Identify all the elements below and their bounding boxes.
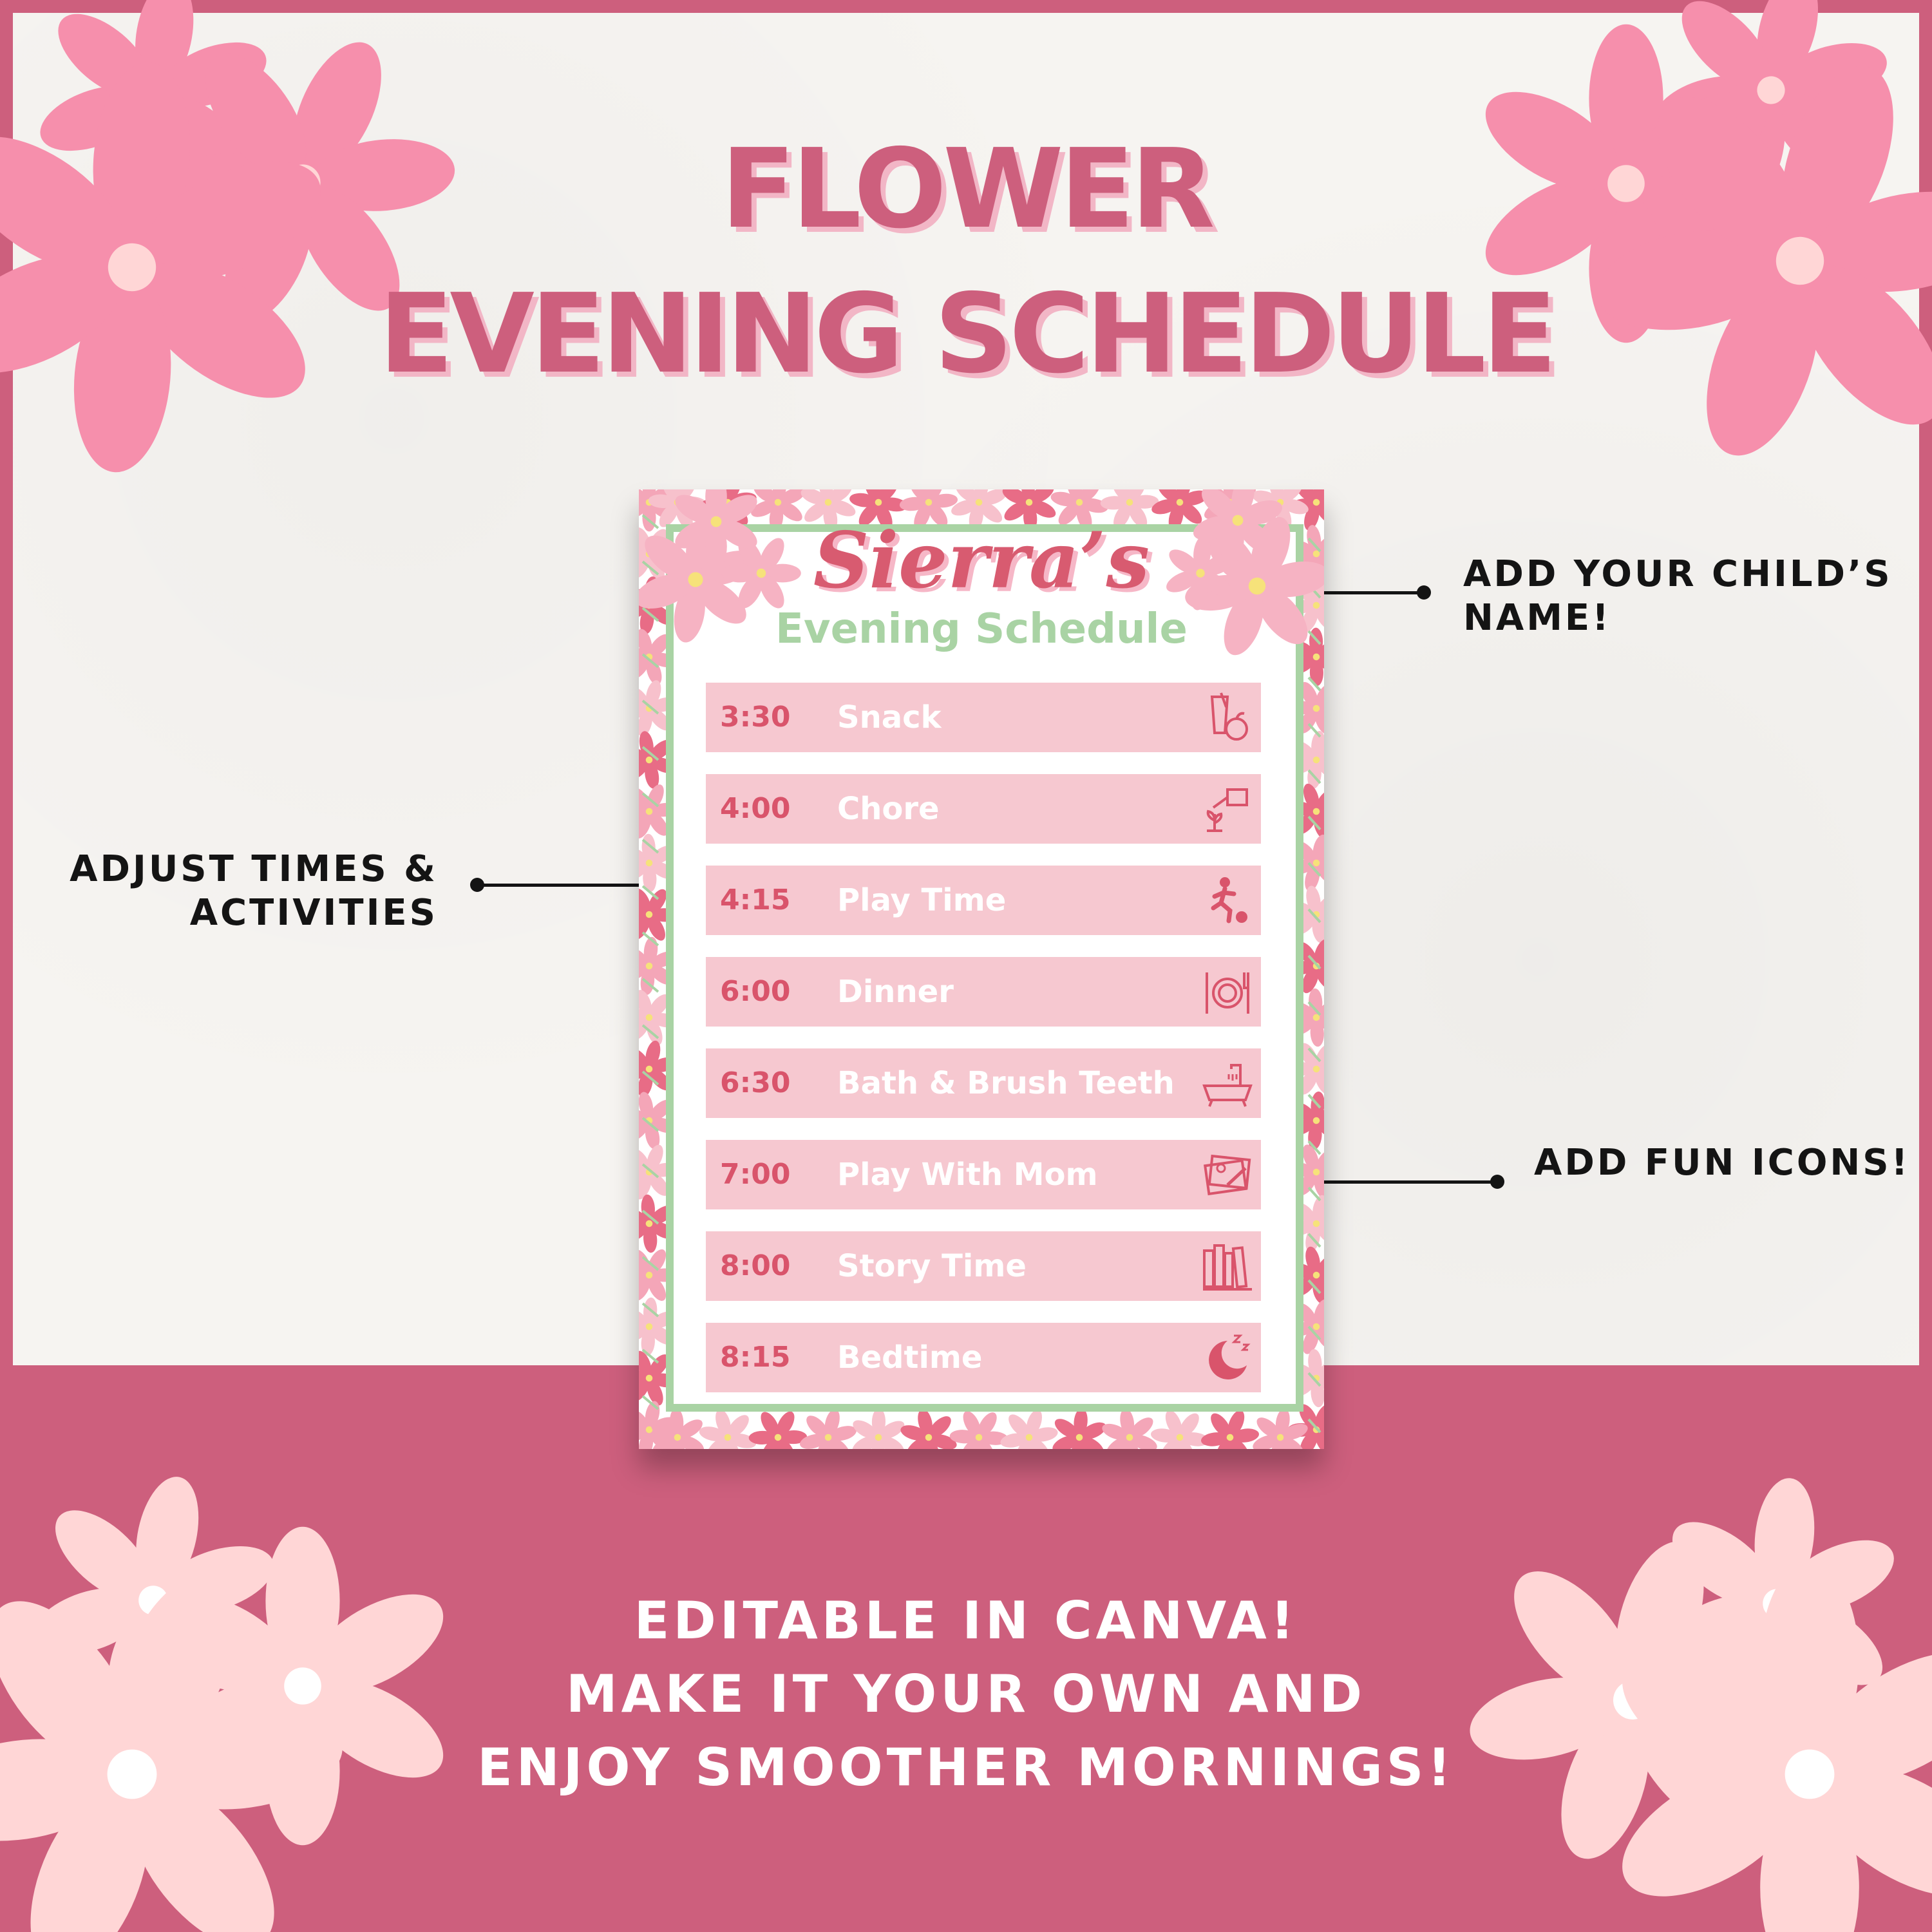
snack-icon — [1202, 692, 1253, 743]
callout-icons-dot-end — [1490, 1175, 1504, 1189]
child-name[interactable]: Sierra’s — [813, 515, 1150, 606]
plate-icon — [1202, 966, 1253, 1018]
row-activity: Story Time — [837, 1248, 1027, 1284]
soccer-icon — [1202, 875, 1253, 926]
footer-text: EDITABLE IN CANVA! MAKE IT YOUR OWN AND ENJOY SMOOTHER MORNINGS! — [477, 1591, 1455, 1797]
headline-line-2: EVENING SCHEDULE — [379, 270, 1553, 398]
row-activity: Play With Mom — [837, 1157, 1098, 1193]
callout-name-dot-end — [1417, 585, 1431, 600]
border-flower-icon — [1048, 1406, 1111, 1449]
schedule-row[interactable] — [706, 866, 1261, 935]
schedule-card — [639, 489, 1324, 1449]
row-time: 7:00 — [720, 1158, 791, 1191]
row-activity: Dinner — [837, 974, 954, 1010]
callout-adjust-times: ADJUST TIMES & ACTIVITIES — [70, 848, 438, 934]
row-activity: Bath & Brush Teeth — [837, 1065, 1175, 1101]
headline-line-1: FLOWER — [721, 126, 1211, 253]
row-time: 4:00 — [720, 792, 791, 825]
row-time: 8:00 — [720, 1249, 791, 1282]
schedule-row[interactable] — [706, 683, 1261, 752]
callout-fun-icons: ADD FUN ICONS! — [1534, 1142, 1911, 1184]
border-flower-icon — [849, 1408, 908, 1449]
row-activity: Bedtime — [837, 1340, 983, 1376]
schedule-row[interactable] — [706, 1323, 1261, 1392]
row-activity: Play Time — [837, 882, 1007, 918]
drawing-icon — [1202, 1149, 1253, 1200]
callout-times-dot-start — [470, 878, 484, 892]
schedule-row[interactable] — [706, 1231, 1261, 1301]
row-time: 6:00 — [720, 975, 791, 1008]
row-activity: Snack — [837, 699, 942, 735]
row-time: 8:15 — [720, 1341, 791, 1374]
row-time: 3:30 — [720, 701, 791, 734]
row-activity: Chore — [837, 791, 940, 827]
schedule-row[interactable] — [706, 957, 1261, 1027]
callout-child-name: ADD YOUR CHILD’S NAME! — [1463, 553, 1893, 639]
bathtub-icon — [1202, 1057, 1253, 1109]
schedule-title: Evening Schedule — [775, 605, 1188, 653]
row-time: 6:30 — [720, 1066, 791, 1099]
border-flower-icon — [948, 1407, 1009, 1449]
books-icon — [1202, 1240, 1253, 1292]
schedule-row[interactable] — [706, 774, 1261, 844]
moon-icon — [1202, 1332, 1253, 1383]
row-time: 4:15 — [720, 884, 791, 916]
border-flower-icon — [748, 1408, 808, 1449]
schedule-row[interactable] — [706, 1140, 1261, 1209]
schedule-row[interactable] — [706, 1048, 1261, 1118]
watering-can-icon — [1202, 783, 1253, 835]
